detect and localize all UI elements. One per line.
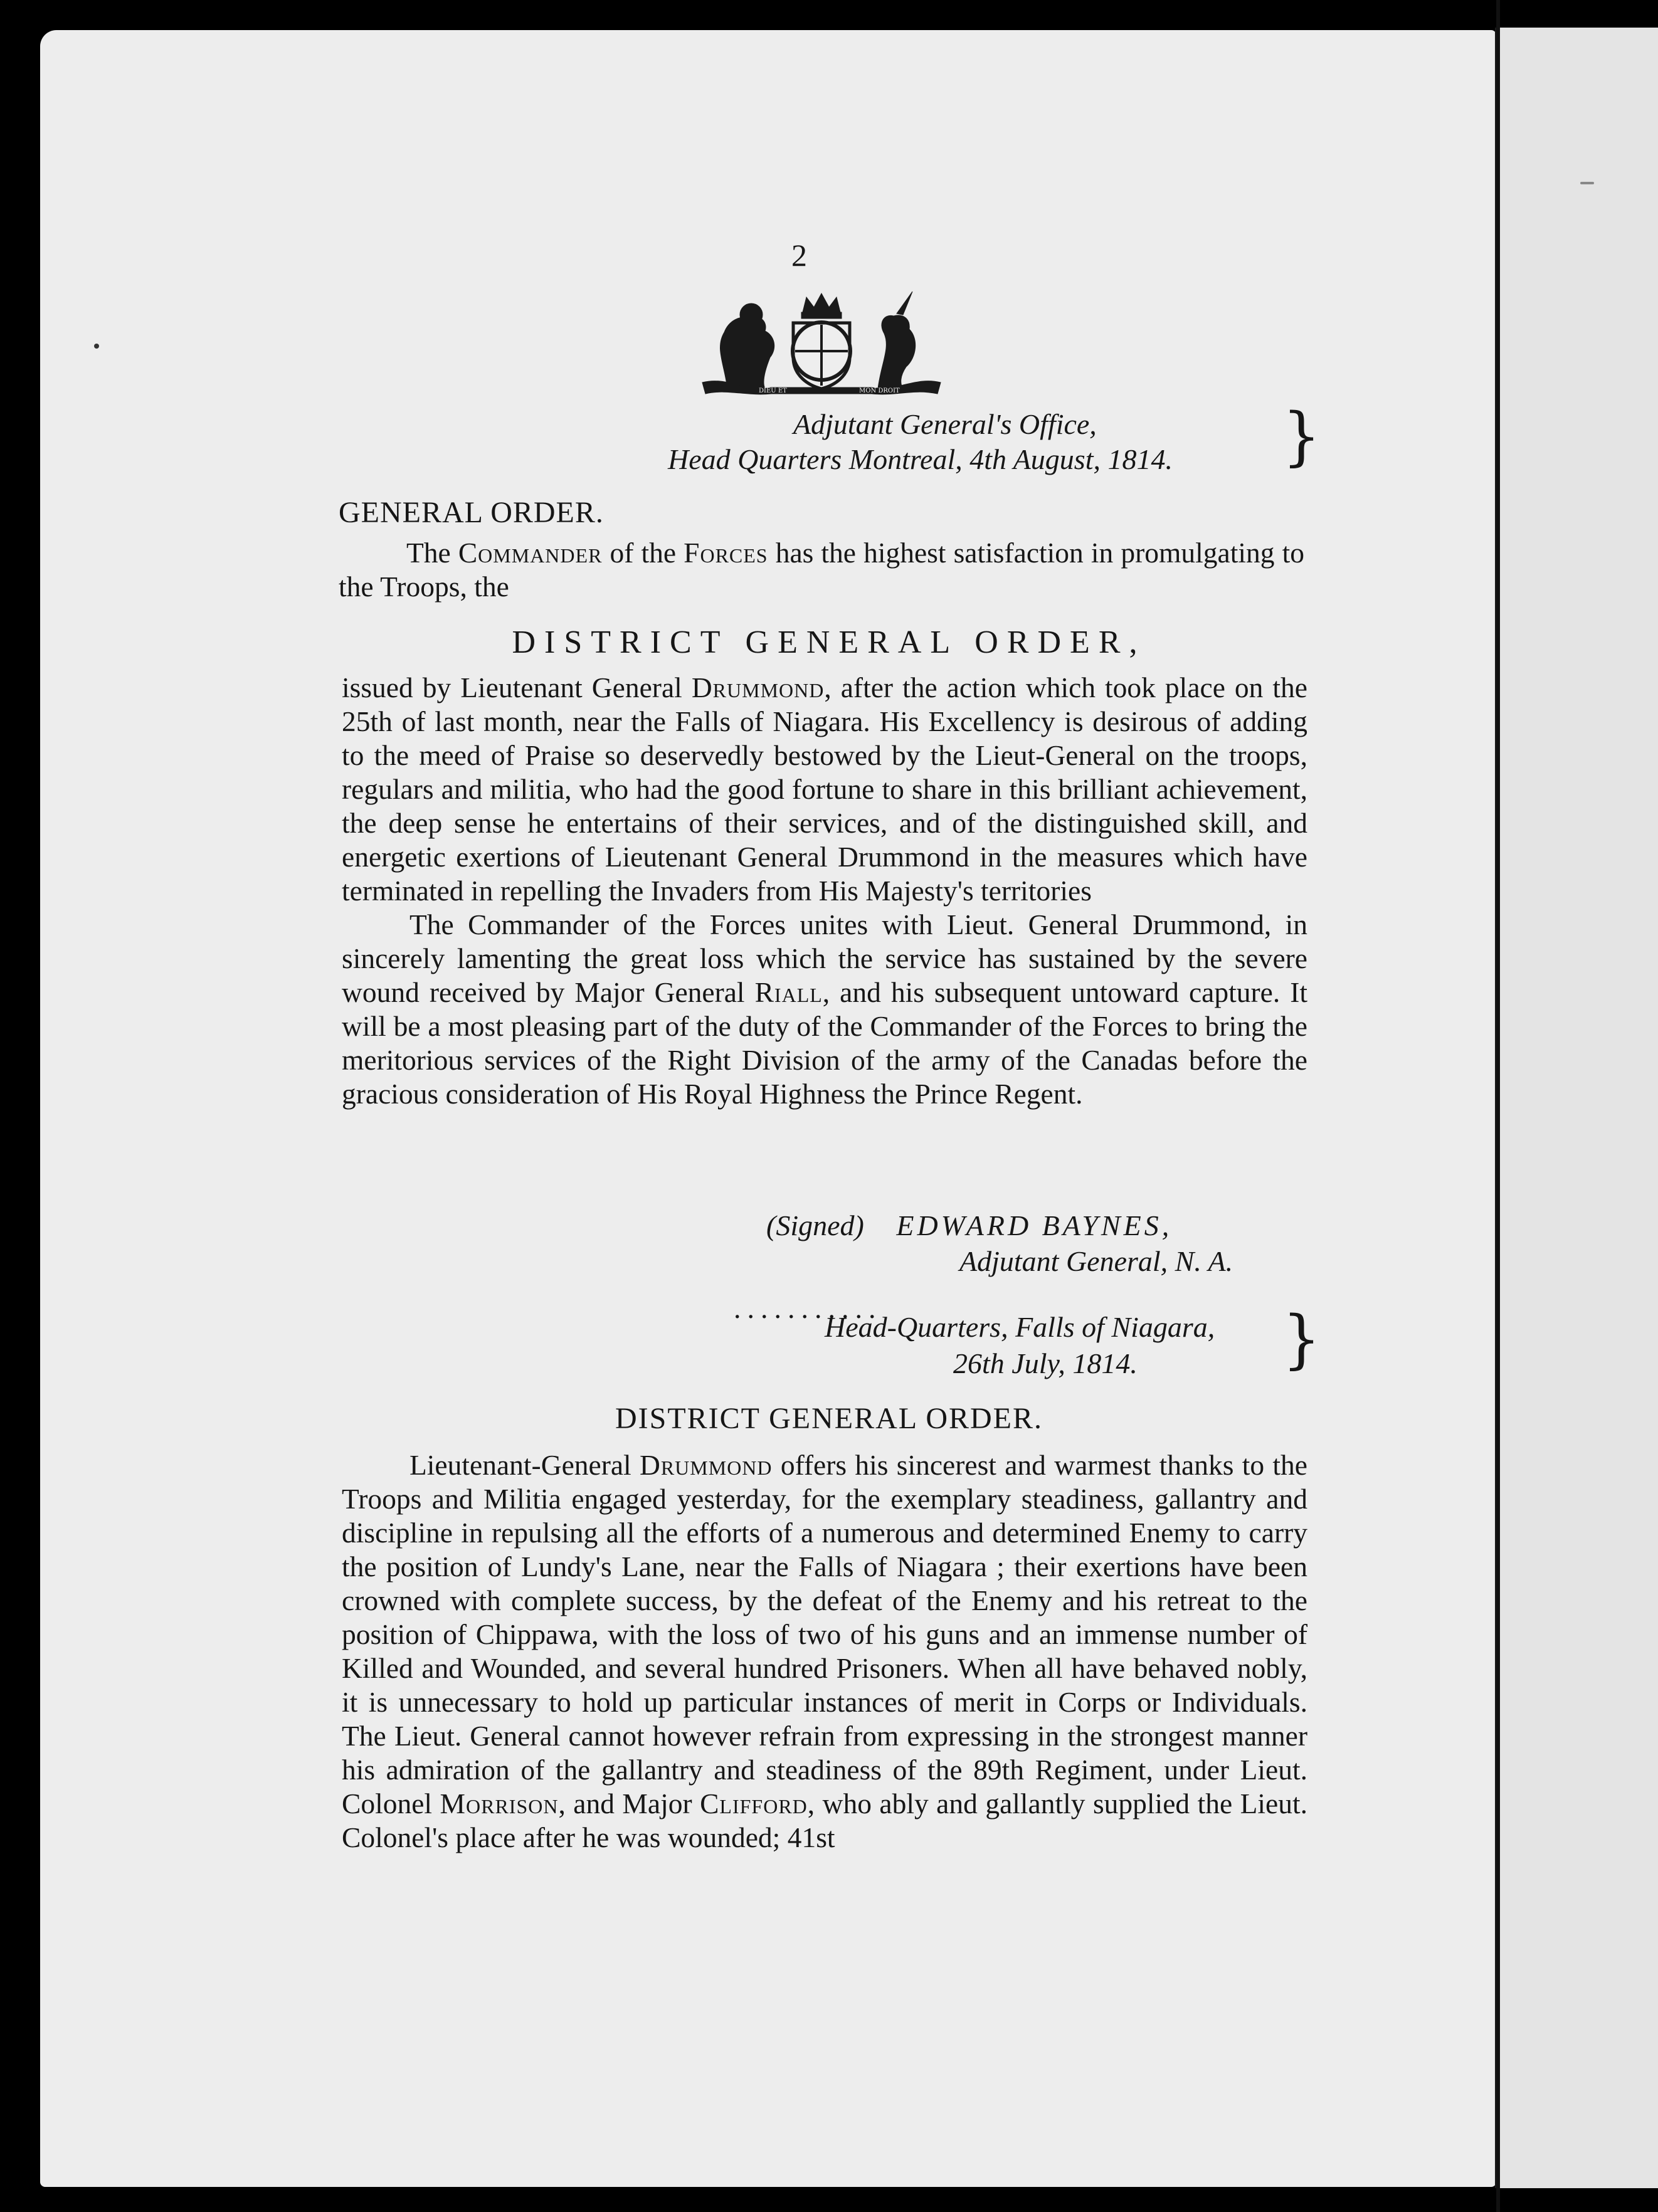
riall-name: Riall [754,976,823,1008]
office-location-line2: Head Quarters Montreal, 4th August, 1814. [668,443,1173,475]
hq-location-line1: Head-Quarters, Falls of Niagara, [825,1311,1215,1343]
section-separator: ........... [734,1292,882,1324]
paper-speck [94,344,99,349]
crest-motto-left: DIEU ET [759,387,787,394]
hq-location-line2: 26th July, 1814. [953,1347,1138,1379]
hq-location-brace: } [1282,1302,1321,1376]
royal-coat-of-arms-icon [690,288,953,395]
signatory-name: EDWARD BAYNES, [896,1209,1173,1241]
first-order-body: issued by Lieutenant General Drummond, after the action which took place on the 25th of last month, near the Falls of Niagara. His Excellency is desirous of adding to the meed of Praise so deservedly bestowed by the Lieut-General on the troops, regulars and militia, who had the good fortune to share in this brilliant achievement, the deep sense he entertains of their services, and of the distinguished skill, and energetic exertions of Lieutenant General Drummond in the measures which have terminated in repelling the Invaders from His Majesty's territories The Commander of the Forces unites with Lieut. General Drummond, in sincerely lamenting the great loss which the service has sustained by the severe wound received by Major General Riall, and his subsequent untoward capture. It will be a most pleasing part of the duty of the Commander of the Forces to bring the meritorious services of the Right Division of the army of the Canadas before the gracious consideration of His Royal Highness the Prince Regent. [342,672,1307,1110]
general-order-heading: GENERAL ORDER. [339,496,604,529]
second-order-body: Lieutenant-General Drummond offers his sincerest and warmest thanks to the Troops and Militia engaged yesterday, for the exemplary steadiness, gallantry and discipline in repulsing all the efforts of a numerous and determined Enemy to carry the position of Lundy's Lane, near the Falls of Niagara ; their exertions have been crowned with complete success, by the defeat of the Enemy and his retreat to the position of Chippawa, with the loss of two of his guns and an immense number of Killed and Wounded, and several hundred Prisoners. When all have behaved nobly, it is unnecessary to hold up particular instances of merit in Corps or Individuals. The Lieut. General cannot however refrain from expressing in the strongest manner his admiration of the gallantry and steadiness of the 89th Regiment, under Lieut. Colonel Morrison, and Major Clifford, who ably and gallantly supplied the Lieut. Colonel's place after he was wounded; 41st [342,1449,1308,1853]
clifford-name: Clifford [700,1788,808,1820]
forces-term: Forces [684,537,768,569]
page-gutter [1496,0,1500,2212]
signed-label: (Signed) [766,1209,864,1241]
second-order-heading: DISTRICT GENERAL ORDER. [615,1402,1043,1435]
signature-line [766,1209,1172,1242]
office-location-line1: Adjutant General's Office, [793,408,1097,440]
adjacent-page-edge [1495,28,1658,2188]
drummond-name-2: Drummond [639,1449,773,1481]
commander-term: Commander [458,537,603,569]
intro-paragraph: The Commander of the Forces has the highest satisfaction in promulgating to the Troops, the [339,537,1304,603]
location-brace: } [1282,399,1321,473]
district-order-heading: DISTRICT GENERAL ORDER, [512,624,1146,660]
morrison-name: Morrison [440,1788,559,1820]
signatory-title: Adjutant General, N. A. [959,1245,1233,1277]
paper-speck [1580,182,1594,184]
crest-motto-right: MON DROIT [859,387,900,394]
drummond-name: Drummond [691,672,825,703]
page-number: 2 [791,238,807,273]
